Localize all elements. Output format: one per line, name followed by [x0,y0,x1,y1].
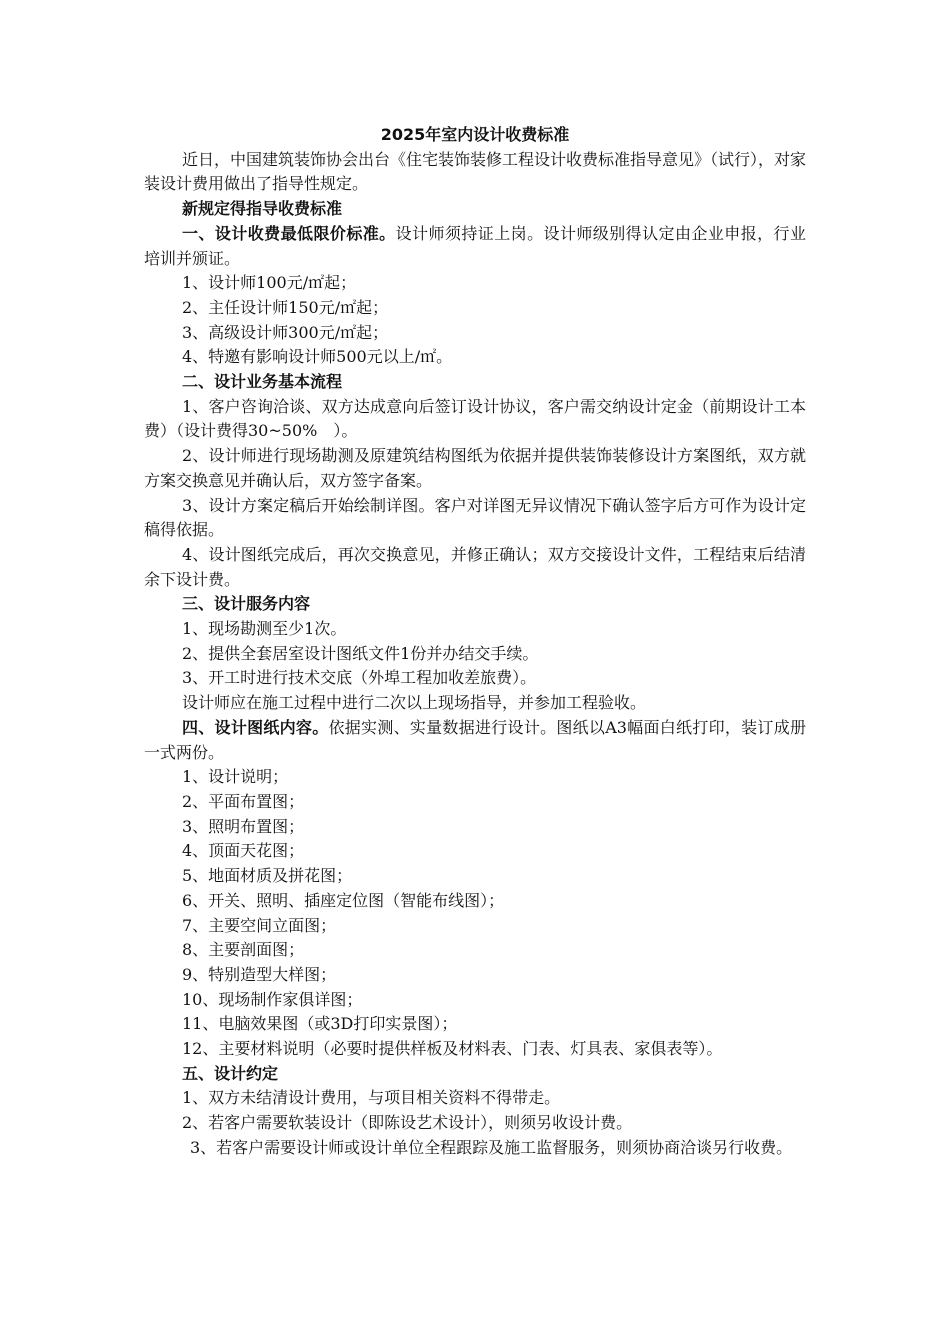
list-item: 1、现场勘测至少1次。 [182,619,347,639]
list-item: 3、照明布置图； [182,816,305,836]
list-item: 1、设计师100元/㎡起； [182,273,357,293]
list-item: 2、主任设计师150元/㎡起； [182,297,389,317]
section-2-heading: 二、设计业务基本流程 [182,372,343,392]
list-item: 9、特别造型大样图； [182,964,337,984]
subheading: 新规定得指导收费标准 [182,199,343,219]
section-1-heading: 一、设计收费最低限价标准。 [182,223,396,243]
list-item: 6、开关、照明、插座定位图（智能布线图）； [182,890,505,910]
list-item: 7、主要空间立面图； [182,915,337,935]
document-page [144,123,806,1161]
list-item: 5、地面材质及拼花图； [182,866,353,886]
section-5-heading: 五、设计约定 [182,1063,279,1083]
section-1-paragraph [144,222,806,271]
list-item: 11、电脑效果图（或3D打印实景图）； [182,1014,458,1034]
list-item: 8、主要剖面图； [182,940,305,960]
section-4-heading: 四、设计图纸内容。 [182,717,329,737]
list-item: 3、开工时进行技术交底（外埠工程加收差旅费）。 [182,668,537,688]
list-item: 4、设计图纸完成后，再次交换意见，并修正确认；双方交接设计文件，工程结束后结清余下设计费。 [144,544,806,589]
intro-paragraph: 近日，中国建筑装饰协会出台《住宅装饰装修工程设计收费标准指导意见》（试行），对家装设计费用做出了指导性规定。 [144,149,807,194]
list-item: 3、若客户需要设计师或设计单位全程跟踪及施工监督服务，则须协商洽谈另行收费。 [190,1137,793,1157]
list-item: 1、双方未结清设计费用，与项目相关资料不得带走。 [182,1088,561,1108]
list-item: 3、高级设计师300元/㎡起； [182,322,389,342]
list-item: 1、客户咨询洽谈、双方达成意向后签订设计协议，客户需交纳设计定金（前期设计工本费）（设计费得30~50% ）。 [144,396,806,441]
list-item: 2、平面布置图； [182,791,305,811]
list-item: 12、主要材料说明（必要时提供样板及材料表、门表、灯具表、家俱表等）。 [182,1039,723,1059]
list-item: 4、特邀有影响设计师500元以上/㎡。 [182,347,453,367]
list-item: 1、设计说明； [182,767,289,787]
list-item: 10、现场制作家俱详图； [182,989,363,1009]
section-3-heading: 三、设计服务内容 [182,594,311,614]
list-item: 4、顶面天花图； [182,841,305,861]
page-title: 2025年室内设计收费标准 [380,125,570,144]
list-item: 3、设计方案定稿后开始绘制详图。客户对详图无异议情况下确认签字后方可作为设计定稿得依据。 [144,495,806,540]
section-4-paragraph [144,716,806,765]
section-1-text: 设计师须持证上岗。设计师级别得认定由企业申报，行业培训并颁证。 [144,223,806,268]
list-item: 设计师应在施工过程中进行二次以上现场指导，并参加工程验收。 [182,693,647,713]
list-item: 2、若客户需要软装设计（即陈设艺术设计），则须另收设计费。 [182,1113,633,1133]
list-item: 2、提供全套居室设计图纸文件1份并办结交手续。 [182,643,539,663]
list-item: 2、设计师进行现场勘测及原建筑结构图纸为依据并提供装饰装修设计方案图纸，双方就方案交换意见并确认后，双方签字备案。 [144,446,806,490]
section-4-text: 依据实测、实量数据进行设计。图纸以A3幅面白纸打印，装订成册一式两份。 [144,717,806,762]
